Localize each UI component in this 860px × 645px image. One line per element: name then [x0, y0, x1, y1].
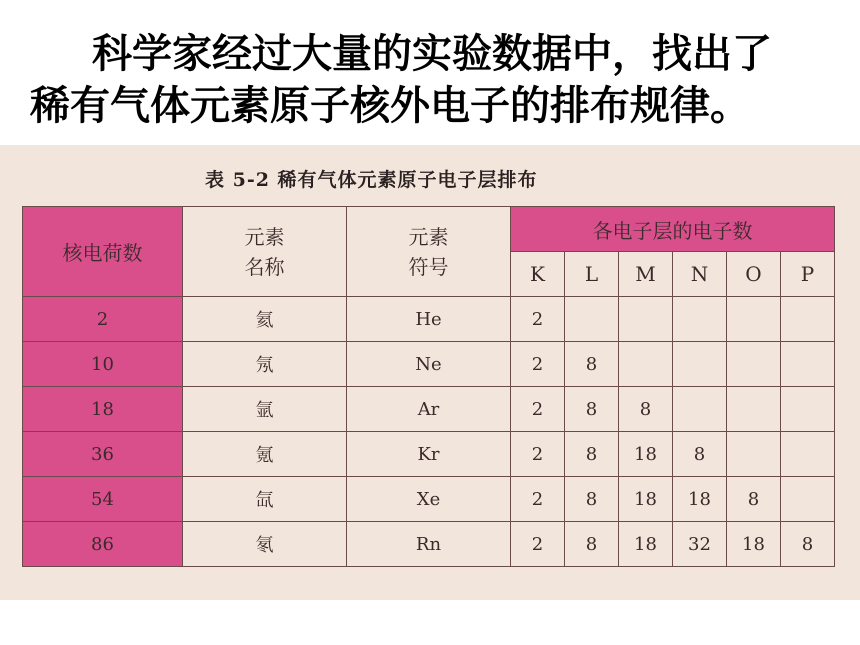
cell-shell-m	[619, 342, 673, 387]
cell-shell-k: 2	[511, 477, 565, 522]
header-shell-m: M	[619, 252, 673, 297]
cell-shell-o	[727, 387, 781, 432]
cell-shell-n	[673, 342, 727, 387]
header-shells-title: 各电子层的电子数	[511, 207, 835, 252]
cell-shell-k: 2	[511, 342, 565, 387]
cell-shell-p: 8	[781, 522, 835, 567]
header-element-symbol-line2: 符号	[408, 254, 449, 279]
cell-shell-o	[727, 432, 781, 477]
cell-charge: 86	[23, 522, 183, 567]
cell-shell-p	[781, 477, 835, 522]
cell-name: 氩	[183, 387, 347, 432]
cell-symbol: He	[347, 297, 511, 342]
header-nuclear-charge: 核电荷数	[23, 207, 183, 297]
header-shell-n: N	[673, 252, 727, 297]
header-element-symbol-line1: 元素	[408, 224, 449, 249]
cell-shell-n	[673, 297, 727, 342]
noble-gas-shell-table	[22, 206, 835, 567]
table-row	[23, 297, 835, 342]
cell-symbol: Xe	[347, 477, 511, 522]
header-shell-p: P	[781, 252, 835, 297]
cell-shell-l: 8	[565, 342, 619, 387]
header-element-name-line2: 名称	[244, 254, 285, 279]
cell-shell-m: 18	[619, 522, 673, 567]
cell-charge: 36	[23, 432, 183, 477]
cell-shell-o: 18	[727, 522, 781, 567]
textbook-photo	[0, 145, 860, 600]
table-row	[23, 342, 835, 387]
cell-shell-l: 8	[565, 522, 619, 567]
cell-shell-m: 18	[619, 477, 673, 522]
header-shell-o: O	[727, 252, 781, 297]
cell-symbol: Kr	[347, 432, 511, 477]
cell-shell-k: 2	[511, 522, 565, 567]
cell-name: 氖	[183, 342, 347, 387]
cell-shell-m	[619, 297, 673, 342]
header-shell-k: K	[511, 252, 565, 297]
heading-line-2: 稀有气体元素原子核外电子的排布规律。	[30, 83, 750, 129]
cell-shell-n	[673, 387, 727, 432]
cell-shell-n: 8	[673, 432, 727, 477]
cell-shell-p	[781, 432, 835, 477]
table-row	[23, 432, 835, 477]
cell-shell-k: 2	[511, 387, 565, 432]
table-row	[23, 522, 835, 567]
cell-shell-m: 18	[619, 432, 673, 477]
cell-shell-k: 2	[511, 297, 565, 342]
cell-shell-l: 8	[565, 387, 619, 432]
cell-symbol: Ne	[347, 342, 511, 387]
cell-shell-l: 8	[565, 477, 619, 522]
table-caption: 表 5-2 稀有气体元素原子电子层排布	[205, 169, 538, 191]
cell-charge: 18	[23, 387, 183, 432]
cell-shell-o	[727, 342, 781, 387]
cell-shell-n: 32	[673, 522, 727, 567]
cell-name: 氦	[183, 297, 347, 342]
cell-shell-p	[781, 297, 835, 342]
heading-line-1: 科学家经过大量的实验数据中，找出了	[92, 31, 772, 77]
cell-symbol: Ar	[347, 387, 511, 432]
cell-shell-p	[781, 342, 835, 387]
cell-name: 氡	[183, 522, 347, 567]
cell-symbol: Rn	[347, 522, 511, 567]
header-shell-l: L	[565, 252, 619, 297]
cell-name: 氪	[183, 432, 347, 477]
cell-name: 氙	[183, 477, 347, 522]
cell-shell-o	[727, 297, 781, 342]
cell-charge: 2	[23, 297, 183, 342]
cell-charge: 54	[23, 477, 183, 522]
cell-shell-p	[781, 387, 835, 432]
cell-shell-o: 8	[727, 477, 781, 522]
cell-shell-l	[565, 297, 619, 342]
header-element-name	[183, 207, 347, 297]
cell-shell-k: 2	[511, 432, 565, 477]
cell-shell-l: 8	[565, 432, 619, 477]
cell-shell-n: 18	[673, 477, 727, 522]
header-element-symbol	[347, 207, 511, 297]
header-element-name-line1: 元素	[244, 224, 285, 249]
cell-charge: 10	[23, 342, 183, 387]
table-row	[23, 477, 835, 522]
table-row	[23, 387, 835, 432]
cell-shell-m: 8	[619, 387, 673, 432]
